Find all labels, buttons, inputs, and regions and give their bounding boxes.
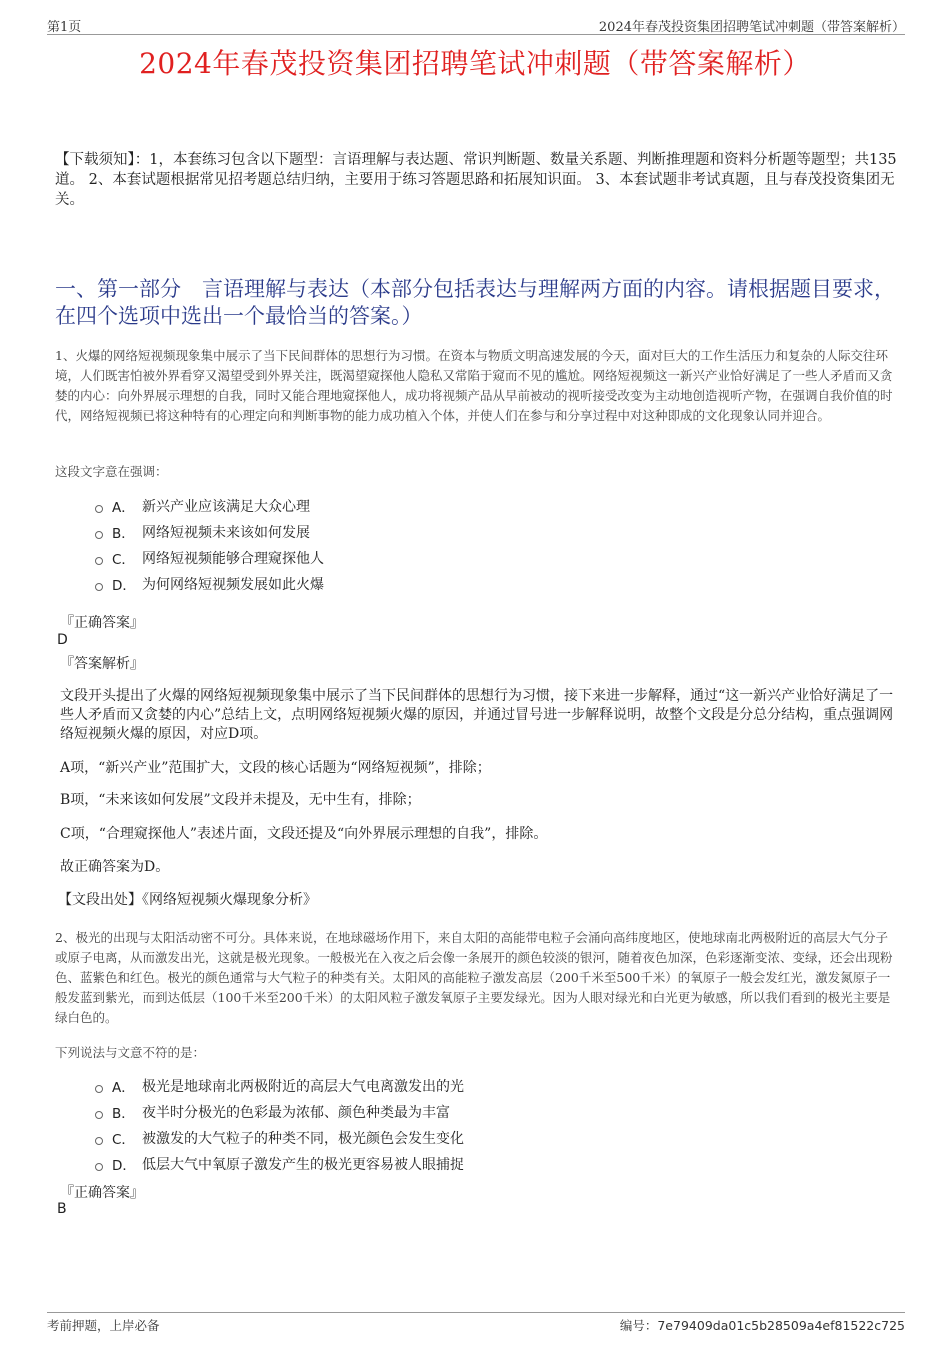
question-1-options: [95, 493, 795, 597]
question-2-options: [95, 1073, 795, 1177]
page-footer: [47, 1312, 905, 1335]
question-1-analysis-label: 『答案解析』: [60, 656, 144, 672]
question-2-option-d[interactable]: D． 低层大气中氧原子激发产生的极光更容易被人眼捕捉: [95, 1151, 795, 1177]
question-1-option-d[interactable]: D． 为何网络短视频发展如此火爆: [95, 571, 795, 597]
page-header: [47, 14, 905, 35]
radio-icon[interactable]: [95, 557, 103, 565]
radio-icon[interactable]: [95, 1111, 103, 1119]
question-1-answer-label: 『正确答案』: [60, 615, 144, 631]
question-1-option-a[interactable]: A． 新兴产业应该满足大众心理: [95, 493, 795, 519]
header-doc-title: 2024年春茂投资集团招聘笔试冲刺题（带答案解析）: [598, 20, 905, 35]
question-2-text: 2、极光的出现与太阳活动密不可分。具体来说，在地球磁场作用下，来自太阳的高能带电粒子会涌向高纬度地区，使地球南北两极附近的高层大气分子或原子电离，从而激发出光，这就是极光现象。一般极光在入夜之后会像一条展开的颜色较淡的银河，随着夜色加深，色彩逐渐变浓、变绿，还会出现粉色、蓝紫色和红色。极光的颜色通常与大气粒子的种类有关。太阳风的高能粒子激发高层（200千米至500千米）的氧原子一般会发红光，激发氮原子一般发蓝到紫光，而到达低层（100千米至200千米）的太阳风粒子激发氧原子主要发绿光。因为人眼对绿光和白光更为敏感，所以我们看到的极光主要是绿白色的。: [55, 930, 893, 1025]
question-1-analysis-p5: 故正确答案为D。: [60, 859, 170, 875]
question-1-analysis-p1: 文段开头提出了火爆的网络短视频现象集中展示了当下民间群体的思想行为习惯，接下来进一步解释，通过“这一新兴产业恰好满足了一些人矛盾而又贪婪的内心”总结上文，点明网络短视频火爆的原因，并通过冒号进一步解释说明，故整个文段是分总分结构，重点强调网络短视频火爆的原因，对应D项。: [60, 688, 894, 742]
radio-icon[interactable]: [95, 531, 103, 539]
page-number: 第1页: [47, 20, 82, 35]
question-2-option-c[interactable]: C． 被激发的大气粒子的种类不同，极光颜色会发生变化: [95, 1125, 795, 1151]
question-1-option-c[interactable]: C． 网络短视频能够合理窥探他人: [95, 545, 795, 571]
section-heading: 一、第一部分 言语理解与表达（本部分包括表达与理解两方面的内容。请根据题目要求，在四个选项中选出一个最恰当的答案。）: [55, 277, 895, 328]
page-title: 2024年春茂投资集团招聘笔试冲刺题（带答案解析）: [139, 47, 811, 80]
footer-code: 编号：7e79409da01c5b28509a4ef81522c725: [619, 1318, 905, 1333]
question-1-analysis-p4: C项，“合理窥探他人”表述片面，文段还提及“向外界展示理想的自我”，排除。: [60, 826, 548, 842]
question-1-text: 1、火爆的网络短视频现象集中展示了当下民间群体的思想行为习惯。在资本与物质文明高速发展的今天，面对巨大的工作生活压力和复杂的人际交往环境，人们既害怕被外界看穿又渴望受到外界关注，既渴望窥探他人隐私又常陷于窥而不见的尴尬。网络短视频这一新兴产业恰好满足了一些人矛盾而又贪婪的内心：向外界展示理想的自我，同时又能合理地窥探他人，成功将视频产品从早前被动的视听接受改变为主动地创造视听产物，在强调自我价值的时代，网络短视频已将这种特有的心理定向和判断事物的能力成功植入个体，并使人们在参与和分享过程中对这种即成的文化现象认同并迎合。: [55, 348, 893, 423]
radio-icon[interactable]: [95, 1085, 103, 1093]
question-1-option-b[interactable]: B． 网络短视频未来该如何发展: [95, 519, 795, 545]
question-2-option-b[interactable]: B． 夜半时分极光的色彩最为浓郁、颜色种类最为丰富: [95, 1099, 795, 1125]
question-2-answer: B: [57, 1201, 67, 1217]
question-1-prompt: 这段文字意在强调：: [55, 464, 168, 479]
question-2-answer-label: 『正确答案』: [60, 1185, 144, 1201]
radio-icon[interactable]: [95, 505, 103, 513]
question-1-source: 【文段出处】《网络短视频火爆现象分析》: [58, 892, 317, 908]
question-1-analysis-p3: B项，“未来该如何发展”文段并未提及，无中生有，排除；: [60, 792, 421, 808]
radio-icon[interactable]: [95, 1137, 103, 1145]
question-2-prompt: 下列说法与文意不符的是：: [55, 1045, 206, 1060]
question-1-analysis-p2: A项，“新兴产业”范围扩大，文段的核心话题为“网络短视频”，排除；: [60, 760, 491, 776]
radio-icon[interactable]: [95, 1163, 103, 1171]
footer-slogan: 考前押题，上岸必备: [47, 1318, 160, 1333]
question-1-answer: D: [57, 632, 68, 648]
radio-icon[interactable]: [95, 583, 103, 591]
download-notice: 【下载须知】：1，本套练习包含以下题型：言语理解与表达题、常识判断题、数量关系题、判断推理题和资料分析题等题型；共135道。 2、本套试题根据常见招考题总结归纳，主要用于练习答题思路和拓展知识面。 3、本套试题非考试真题，且与春茂投资集团无关。: [55, 152, 897, 208]
question-2-option-a[interactable]: A． 极光是地球南北两极附近的高层大气电离激发出的光: [95, 1073, 795, 1099]
